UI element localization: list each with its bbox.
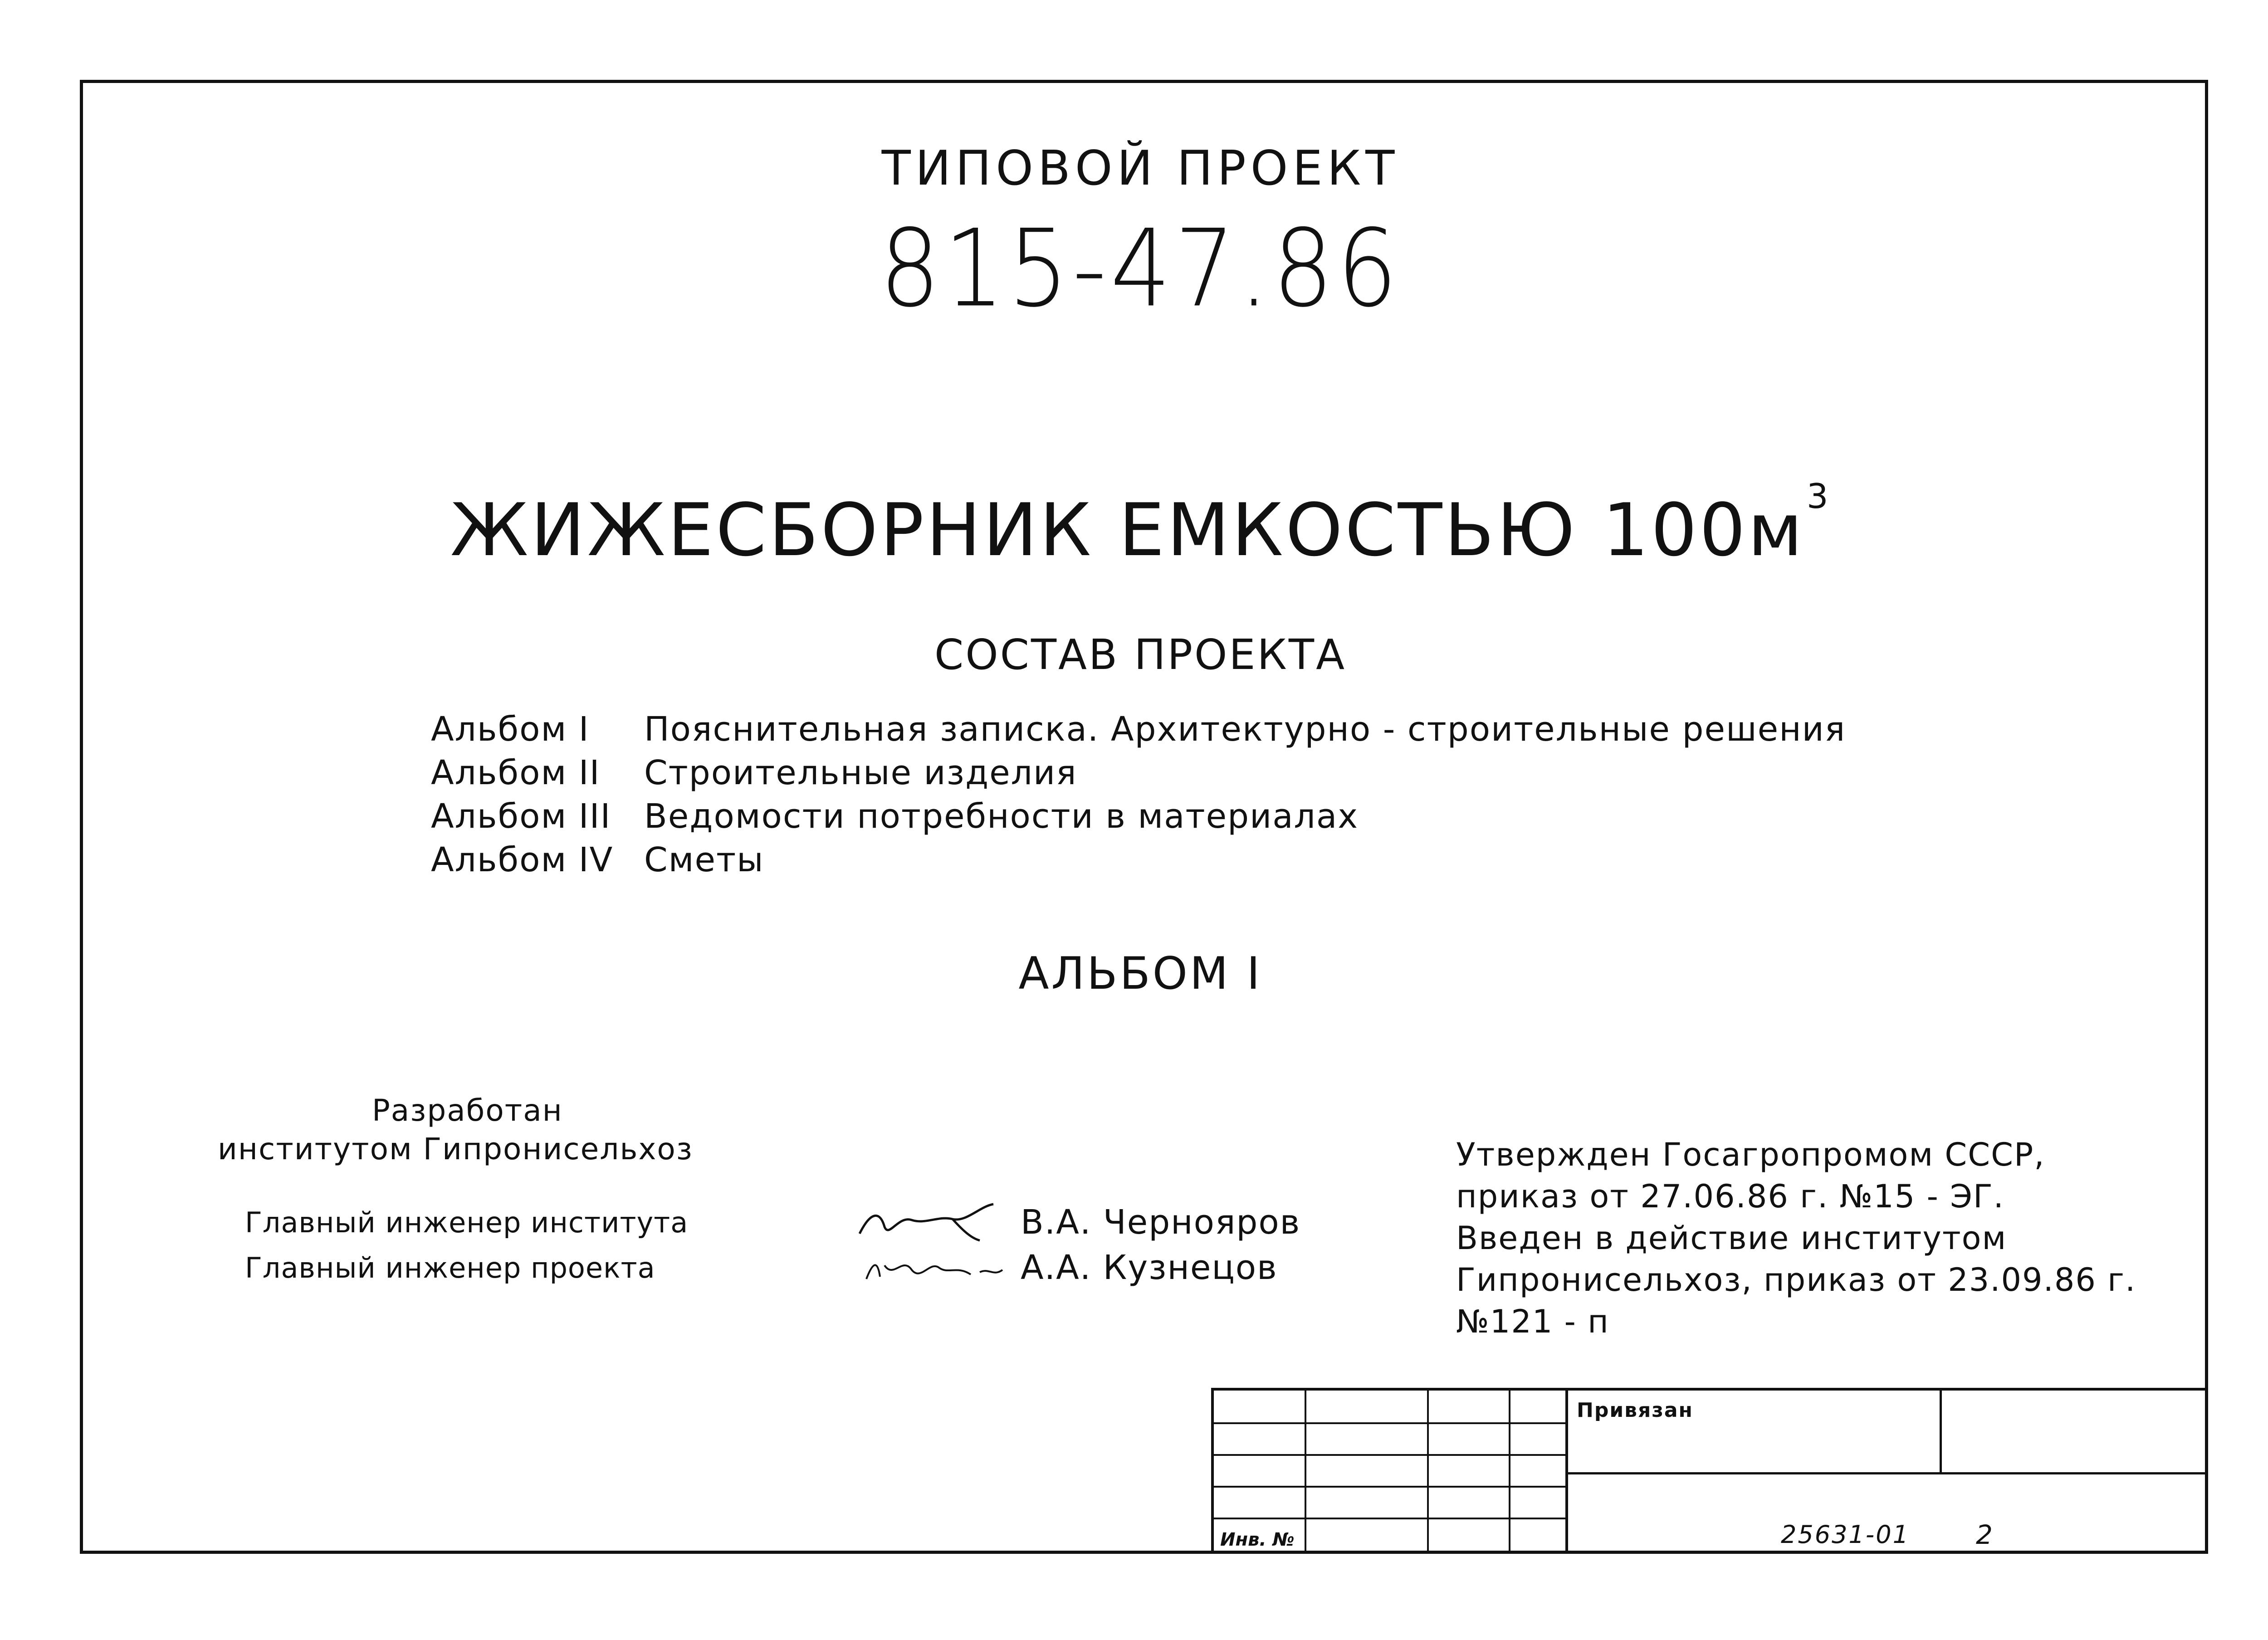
current-album-label: АЛЬБОМ I bbox=[1018, 948, 1262, 1000]
signatory-row bbox=[245, 1202, 1300, 1243]
album-title: Ведомости потребности в материалах bbox=[644, 797, 1359, 836]
stamp-inventory-label: Инв. № bbox=[1220, 1529, 1295, 1550]
composition-heading: СОСТАВ ПРОЕКТА bbox=[934, 630, 1347, 679]
stamp-sheet-number: 2 bbox=[1976, 1519, 1993, 1550]
developer-label: Разработан bbox=[372, 1093, 563, 1128]
album-title: Сметы bbox=[644, 840, 764, 879]
stamp-bound-label: Привязан bbox=[1577, 1399, 1693, 1422]
document-title-text: ЖИЖЕСБОРНИК ЕМКОСТЬЮ 100м bbox=[450, 488, 1805, 572]
signatory-name: В.А. Чернояров bbox=[1021, 1203, 1301, 1242]
album-number: Альбом III bbox=[431, 797, 611, 836]
album-number: Альбом II bbox=[431, 753, 601, 792]
document-title bbox=[0, 476, 2268, 572]
approval-line: Гипронисельхоз, приказ от 23.09.86 г. bbox=[1456, 1261, 2136, 1298]
album-row bbox=[431, 708, 1846, 751]
approval-line: Введен в действие институтом bbox=[1456, 1220, 2007, 1257]
stamp-document-number: 25631-01 bbox=[1781, 1520, 1910, 1549]
signatory-name: А.А. Кузнецов bbox=[1021, 1248, 1278, 1287]
approval-line: Утвержден Госагропромом СССР, bbox=[1456, 1136, 2045, 1173]
title-block-stamp bbox=[1211, 1388, 2208, 1554]
approval-line: №121 - п bbox=[1456, 1303, 1609, 1340]
handwritten-signature-icon bbox=[857, 1247, 1021, 1288]
album-row bbox=[431, 795, 1846, 838]
unit-superscript: 3 bbox=[1806, 476, 1831, 516]
signatory-role: Главный инженер института bbox=[245, 1206, 689, 1239]
approval-block bbox=[1456, 1134, 2136, 1342]
album-number: Альбом IV bbox=[431, 840, 614, 879]
project-type-label: ТИПОВОЙ ПРОЕКТ bbox=[881, 141, 1399, 196]
signatory-row bbox=[245, 1247, 1278, 1288]
album-row bbox=[431, 838, 1846, 882]
album-title: Пояснительная записка. Архитектурно - строительные решения bbox=[644, 710, 1846, 749]
album-row bbox=[431, 751, 1846, 795]
developer-organization: институтом Гипронисельхоз bbox=[218, 1132, 693, 1167]
album-title: Строительные изделия bbox=[644, 753, 1077, 792]
approval-line: приказ от 27.06.86 г. №15 - ЭГ. bbox=[1456, 1178, 2004, 1215]
project-number: 815-47.86 bbox=[880, 206, 1401, 331]
signatory-role: Главный инженер проекта bbox=[245, 1251, 655, 1284]
handwritten-signature-icon bbox=[857, 1202, 1021, 1243]
album-number: Альбом I bbox=[431, 710, 590, 749]
album-list bbox=[431, 708, 1846, 882]
